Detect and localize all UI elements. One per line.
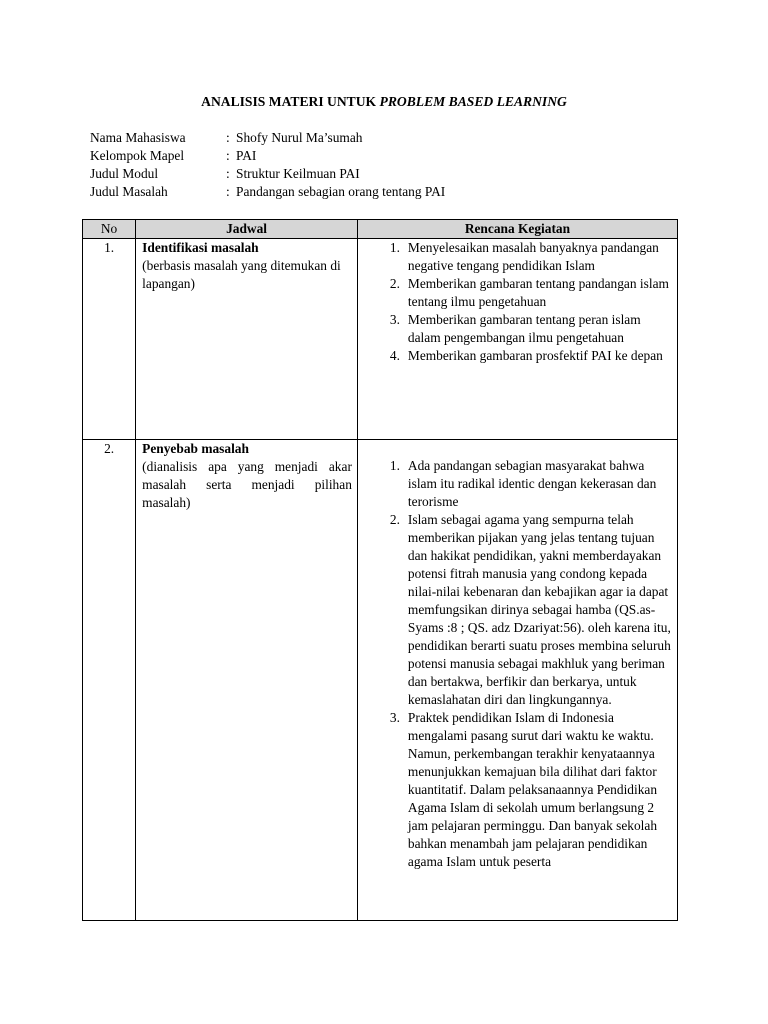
- jadwal-cell: [136, 239, 358, 440]
- document-title: [0, 93, 768, 111]
- title-plain: ANALISIS MATERI UNTUK: [201, 94, 380, 109]
- meta-value: Struktur Keilmuan PAI: [236, 166, 360, 181]
- table-row: [83, 440, 678, 921]
- meta-value: PAI: [236, 148, 257, 163]
- row-number: 2.: [83, 440, 136, 921]
- plan-table: [82, 219, 678, 921]
- title-italic: PROBLEM BASED LEARNING: [379, 94, 567, 109]
- item-number: 1.: [389, 240, 400, 255]
- item-number: 3.: [389, 710, 400, 725]
- list-item: [358, 511, 671, 709]
- header-no: No: [83, 220, 136, 239]
- table-row: [83, 239, 678, 440]
- item-text: Memberikan gambaran tentang peran islam dalam pengembangan ilmu pengetahuan: [407, 312, 641, 345]
- item-text: Islam sebagai agama yang sempurna telah memberikan pijakan yang jelas tentang tujuan dan hakikat pendidikan, yakni memberdayakan potensi fitrah manusia yang condong kepada nilai-nilai kebenaran dan kebajikan agar ia dapat memfungsikan dirinya sebagai hamba (QS.as-Syams :8 ; QS. adz Dzariyat:56). oleh karena itu, pendidikan berarti suatu proses membina seluruh potensi manusia sebagai makhluk yang beriman dan bertakwa, berfikir dan berkarya, untuk kemaslahatan diri dan lingkungannya.: [407, 512, 671, 707]
- rencana-cell: [357, 239, 677, 440]
- list-item: [358, 311, 671, 347]
- item-number: 2.: [389, 276, 400, 291]
- header-rencana: Rencana Kegiatan: [357, 220, 677, 239]
- jadwal-title: Penyebab masalah: [142, 441, 249, 456]
- meta-label: Nama Mahasiswa: [90, 130, 186, 145]
- item-number: 3.: [389, 312, 400, 327]
- meta-block: [90, 129, 445, 201]
- list-item: [358, 709, 671, 871]
- header-jadwal: Jadwal: [136, 220, 358, 239]
- rencana-cell: [357, 440, 677, 921]
- meta-row: [90, 165, 445, 183]
- meta-label: Judul Modul: [90, 166, 159, 181]
- meta-row: [90, 129, 445, 147]
- item-number: 1.: [389, 458, 400, 473]
- meta-label: Judul Masalah: [90, 184, 168, 199]
- jadwal-title: Identifikasi masalah: [142, 240, 259, 255]
- meta-label: Kelompok Mapel: [90, 148, 185, 163]
- plan-list: [358, 457, 677, 871]
- item-text: Ada pandangan sebagian masyarakat bahwa islam itu radikal identic dengan kekerasan dan terorisme: [407, 458, 657, 509]
- list-item: [358, 275, 671, 311]
- jadwal-cell: [136, 440, 358, 921]
- meta-row: [90, 183, 445, 201]
- meta-row: [90, 147, 445, 165]
- meta-value: Shofy Nurul Ma’sumah: [236, 130, 363, 145]
- item-text: Praktek pendidikan Islam di Indonesia mengalami pasang surut dari waktu ke waktu. Namun, perkembangan terakhir kenyataannya menunjukkan kemajuan bila dilihat dari faktor kuantitatif. Dalam pelaksanaannya Pendidikan Agama Islam di sekolah umum berlangsung 2 jam pelajaran perminggu. Dan banyak sekolah bahkan menambah jam pelajaran pendidikan agama Islam untuk peserta: [407, 710, 658, 869]
- plan-list: [358, 239, 677, 365]
- item-number: 2.: [389, 512, 400, 527]
- list-item: [358, 457, 671, 511]
- table-header-row: [83, 220, 678, 239]
- item-number: 4.: [389, 348, 400, 363]
- meta-separator: :: [226, 184, 230, 199]
- meta-separator: :: [226, 166, 230, 181]
- item-text: Memberikan gambaran prosfektif PAI ke depan: [407, 348, 663, 363]
- meta-separator: :: [226, 130, 230, 145]
- meta-value: Pandangan sebagian orang tentang PAI: [236, 184, 446, 199]
- meta-separator: :: [226, 148, 230, 163]
- jadwal-description: (dianalisis apa yang menjadi akar masalah serta menjadi pilihan masalah): [142, 459, 352, 510]
- item-text: Menyelesaikan masalah banyaknya pandangan negative tengang pendidikan Islam: [407, 240, 659, 273]
- item-text: Memberikan gambaran tentang pandangan islam tentang ilmu pengetahuan: [407, 276, 669, 309]
- list-item: [358, 347, 671, 365]
- row-number: 1.: [83, 239, 136, 440]
- jadwal-description: (berbasis masalah yang ditemukan di lapangan): [142, 258, 341, 291]
- list-item: [358, 239, 671, 275]
